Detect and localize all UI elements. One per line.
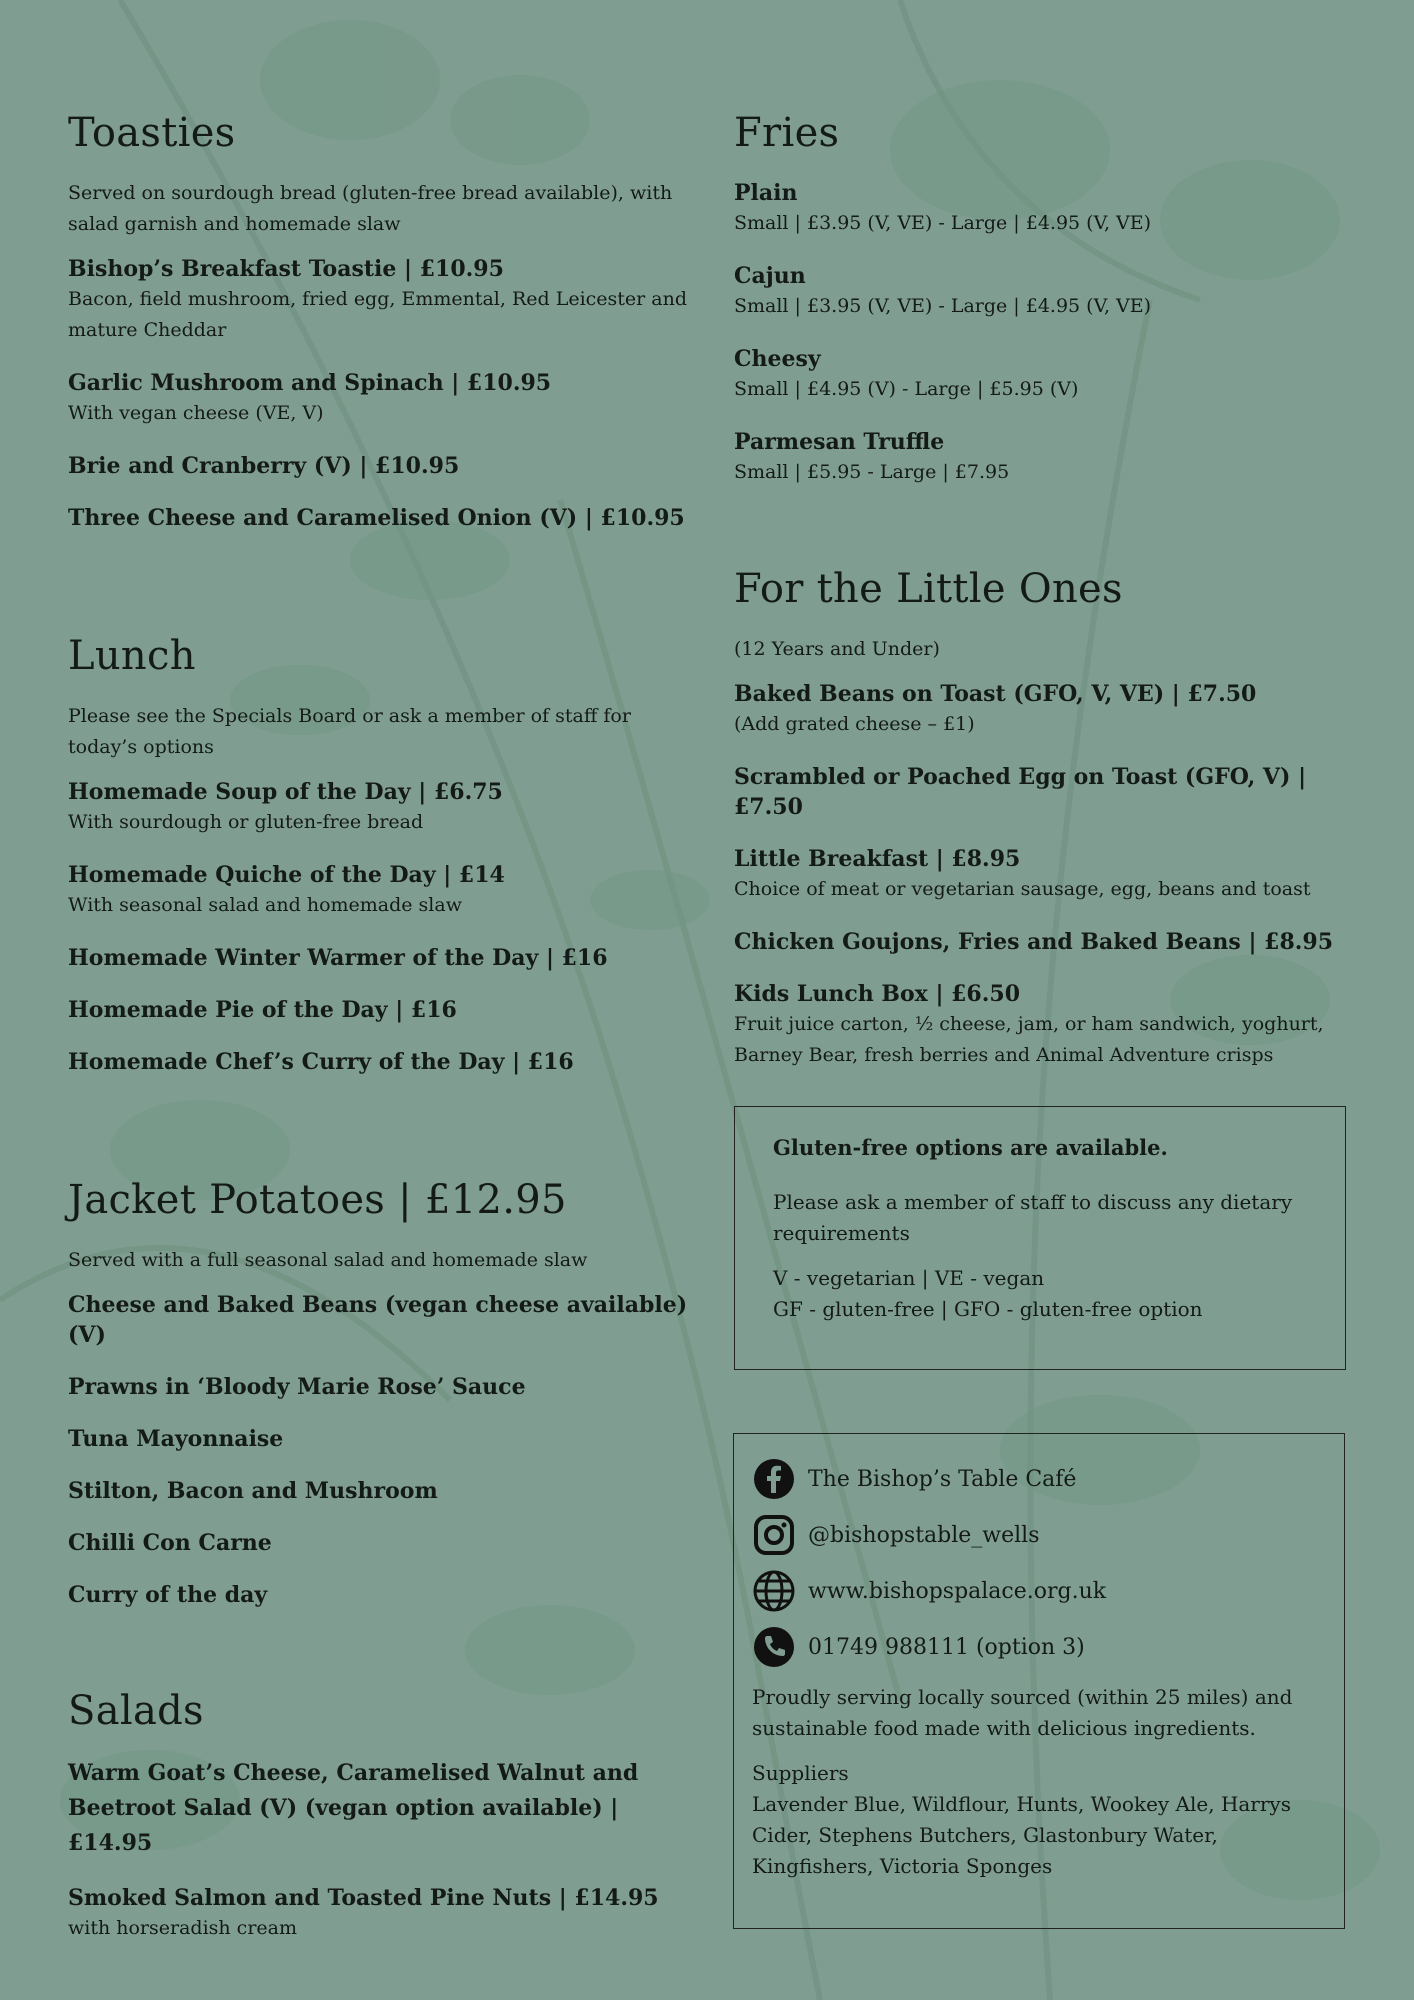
little-ones-section [734, 566, 1346, 1071]
lunch-title: Lunch [68, 633, 196, 679]
menu-item-desc: Small | £3.95 (V, VE) - Large | £4.95 (V, VE) [734, 295, 1152, 317]
instagram-handle: @bishopstable_wells [808, 1522, 1040, 1548]
spacer [68, 555, 688, 633]
menu-item [68, 254, 688, 346]
menu-item-name: Baked Beans on Toast (GFO, V, VE) | £7.50 [734, 681, 1257, 707]
menu-item-name: Plain [734, 180, 798, 206]
menu-item [734, 344, 1346, 405]
suppliers-label: Suppliers [752, 1761, 849, 1785]
menu-item-name: Homemade Chef’s Curry of the Day | £16 [68, 1049, 574, 1075]
menu-item-name: Homemade Soup of the Day | £6.75 [68, 779, 503, 805]
menu-item-desc: with horseradish cream [68, 1917, 297, 1939]
menu-item [68, 451, 688, 481]
facebook-icon [752, 1457, 796, 1501]
menu-item-name: Stilton, Bacon and Mushroom [68, 1478, 438, 1504]
menu-item-name: Cheesy [734, 346, 821, 372]
menu-item-name: Curry of the day [68, 1582, 268, 1608]
menu-item [68, 1528, 688, 1558]
dietary-key-2: GF - gluten-free | GFO - gluten-free option [773, 1297, 1203, 1321]
menu-item [68, 943, 688, 973]
gluten-free-heading: Gluten-free options are available. [773, 1135, 1168, 1160]
phone-row[interactable] [752, 1624, 1326, 1670]
menu-item [734, 261, 1346, 322]
jackets-section [68, 1177, 688, 1610]
menu-item [734, 979, 1346, 1071]
menu-item [68, 1883, 688, 1944]
menu-item [734, 762, 1346, 822]
spacer [734, 510, 1346, 566]
salads-section [68, 1688, 688, 1944]
menu-item [68, 1372, 688, 1402]
jackets-note: Served with a full seasonal salad and homemade slaw [68, 1249, 588, 1271]
menu-item-name: Homemade Quiche of the Day | £14 [68, 862, 505, 888]
menu-item-name: Homemade Pie of the Day | £16 [68, 997, 457, 1023]
menu-item [68, 1756, 688, 1861]
menu-item [68, 1047, 688, 1077]
facebook-row[interactable] [752, 1456, 1326, 1502]
suppliers-list: Lavender Blue, Wildflour, Hunts, Wookey Ale, Harrys Cider, Stephens Butchers, Glastonbury Water, Kingfishers, Victoria Sponges [752, 1792, 1291, 1878]
menu-item-desc: Bacon, field mushroom, fried egg, Emmental, Red Leicester and mature Cheddar [68, 288, 688, 341]
contact-info-box [733, 1433, 1345, 1929]
menu-item [68, 1290, 688, 1350]
menu-item-name: Kids Lunch Box | £6.50 [734, 981, 1021, 1007]
instagram-icon [752, 1513, 796, 1557]
menu-item-name: Chicken Goujons, Fries and Baked Beans | £8.95 [734, 929, 1334, 955]
left-column [68, 110, 688, 1966]
menu-item-name: Cajun [734, 263, 806, 289]
menu-item [734, 178, 1346, 239]
menu-item-name: Tuna Mayonnaise [68, 1426, 284, 1452]
menu-item [734, 844, 1346, 905]
menu-item [68, 1580, 688, 1610]
menu-item [68, 503, 688, 533]
dietary-key-1: V - vegetarian | VE - vegan [773, 1266, 1045, 1290]
toasties-note: Served on sourdough bread (gluten-free bread available), with salad garnish and homemade slaw [68, 182, 673, 235]
menu-item [68, 368, 688, 429]
salads-title: Salads [68, 1688, 204, 1734]
phone-number: 01749 988111 (option 3) [808, 1634, 1085, 1660]
menu-item [734, 427, 1346, 488]
menu-item-name: Bishop’s Breakfast Toastie | £10.95 [68, 256, 504, 282]
dietary-note: Please ask a member of staff to discuss any dietary requirements [773, 1190, 1293, 1245]
menu-item-name: Prawns in ‘Bloody Marie Rose’ Sauce [68, 1374, 526, 1400]
menu-item [734, 679, 1346, 740]
facebook-name: The Bishop’s Table Café [808, 1466, 1077, 1492]
spacer [68, 1099, 688, 1177]
menu-item-name: Three Cheese and Caramelised Onion (V) | £10.95 [68, 505, 685, 531]
website-row[interactable] [752, 1568, 1326, 1614]
menu-item [734, 927, 1346, 957]
toasties-section [68, 110, 688, 533]
menu-item-desc: Small | £3.95 (V, VE) - Large | £4.95 (V, VE) [734, 212, 1152, 234]
menu-item-name: Parmesan Truffle [734, 429, 945, 455]
fries-title: Fries [734, 110, 840, 156]
menu-item-desc: Small | £5.95 - Large | £7.95 [734, 461, 1010, 483]
menu-item-name: Little Breakfast | £8.95 [734, 846, 1021, 872]
menu-item-name: Scrambled or Poached Egg on Toast (GFO, V) | £7.50 [734, 764, 1307, 820]
little-ones-note: (12 Years and Under) [734, 638, 940, 660]
menu-item [68, 995, 688, 1025]
phone-icon [752, 1625, 796, 1669]
menu-item-desc: With seasonal salad and homemade slaw [68, 894, 462, 916]
menu-item-desc: Choice of meat or vegetarian sausage, egg, beans and toast [734, 878, 1311, 900]
menu-item-desc: Small | £4.95 (V) - Large | £5.95 (V) [734, 378, 1079, 400]
right-column [734, 110, 1346, 1093]
menu-item-desc: With sourdough or gluten-free bread [68, 811, 424, 833]
menu-item-name: Chilli Con Carne [68, 1530, 272, 1556]
menu-item-name: Smoked Salmon and Toasted Pine Nuts | £14.95 [68, 1885, 659, 1911]
menu-item-name: Warm Goat’s Cheese, Caramelised Walnut and Beetroot Salad (V) (vegan option available) | £14.95 [68, 1760, 639, 1856]
little-ones-title: For the Little Ones [734, 566, 1123, 612]
menu-item [68, 1476, 688, 1506]
menu-item-name: Homemade Winter Warmer of the Day | £16 [68, 945, 608, 971]
lunch-note: Please see the Specials Board or ask a member of staff for today’s options [68, 705, 631, 758]
menu-item-name: Garlic Mushroom and Spinach | £10.95 [68, 370, 552, 396]
dietary-info-box [734, 1106, 1346, 1370]
menu-item [68, 860, 688, 921]
website-url: www.bishopspalace.org.uk [808, 1578, 1107, 1604]
menu-item [68, 1424, 688, 1454]
menu-item-name: Brie and Cranberry (V) | £10.95 [68, 453, 460, 479]
menu-item [68, 777, 688, 838]
toasties-title: Toasties [68, 110, 236, 156]
menu-item-desc: Fruit juice carton, ½ cheese, jam, or ham sandwich, yoghurt, Barney Bear, fresh berries and Animal Adventure crisps [734, 1013, 1324, 1066]
spacer [68, 1632, 688, 1688]
sourcing-statement: Proudly serving locally sourced (within 25 miles) and sustainable food made with delicious ingredients. [752, 1685, 1293, 1740]
fries-section [734, 110, 1346, 488]
jackets-title: Jacket Potatoes | £12.95 [68, 1177, 567, 1223]
menu-item-desc: (Add grated cheese – £1) [734, 713, 975, 735]
globe-icon [752, 1569, 796, 1613]
lunch-section [68, 633, 688, 1077]
instagram-row[interactable] [752, 1512, 1326, 1558]
menu-item-name: Cheese and Baked Beans (vegan cheese available) (V) [68, 1292, 688, 1348]
menu-item-desc: With vegan cheese (VE, V) [68, 402, 324, 424]
